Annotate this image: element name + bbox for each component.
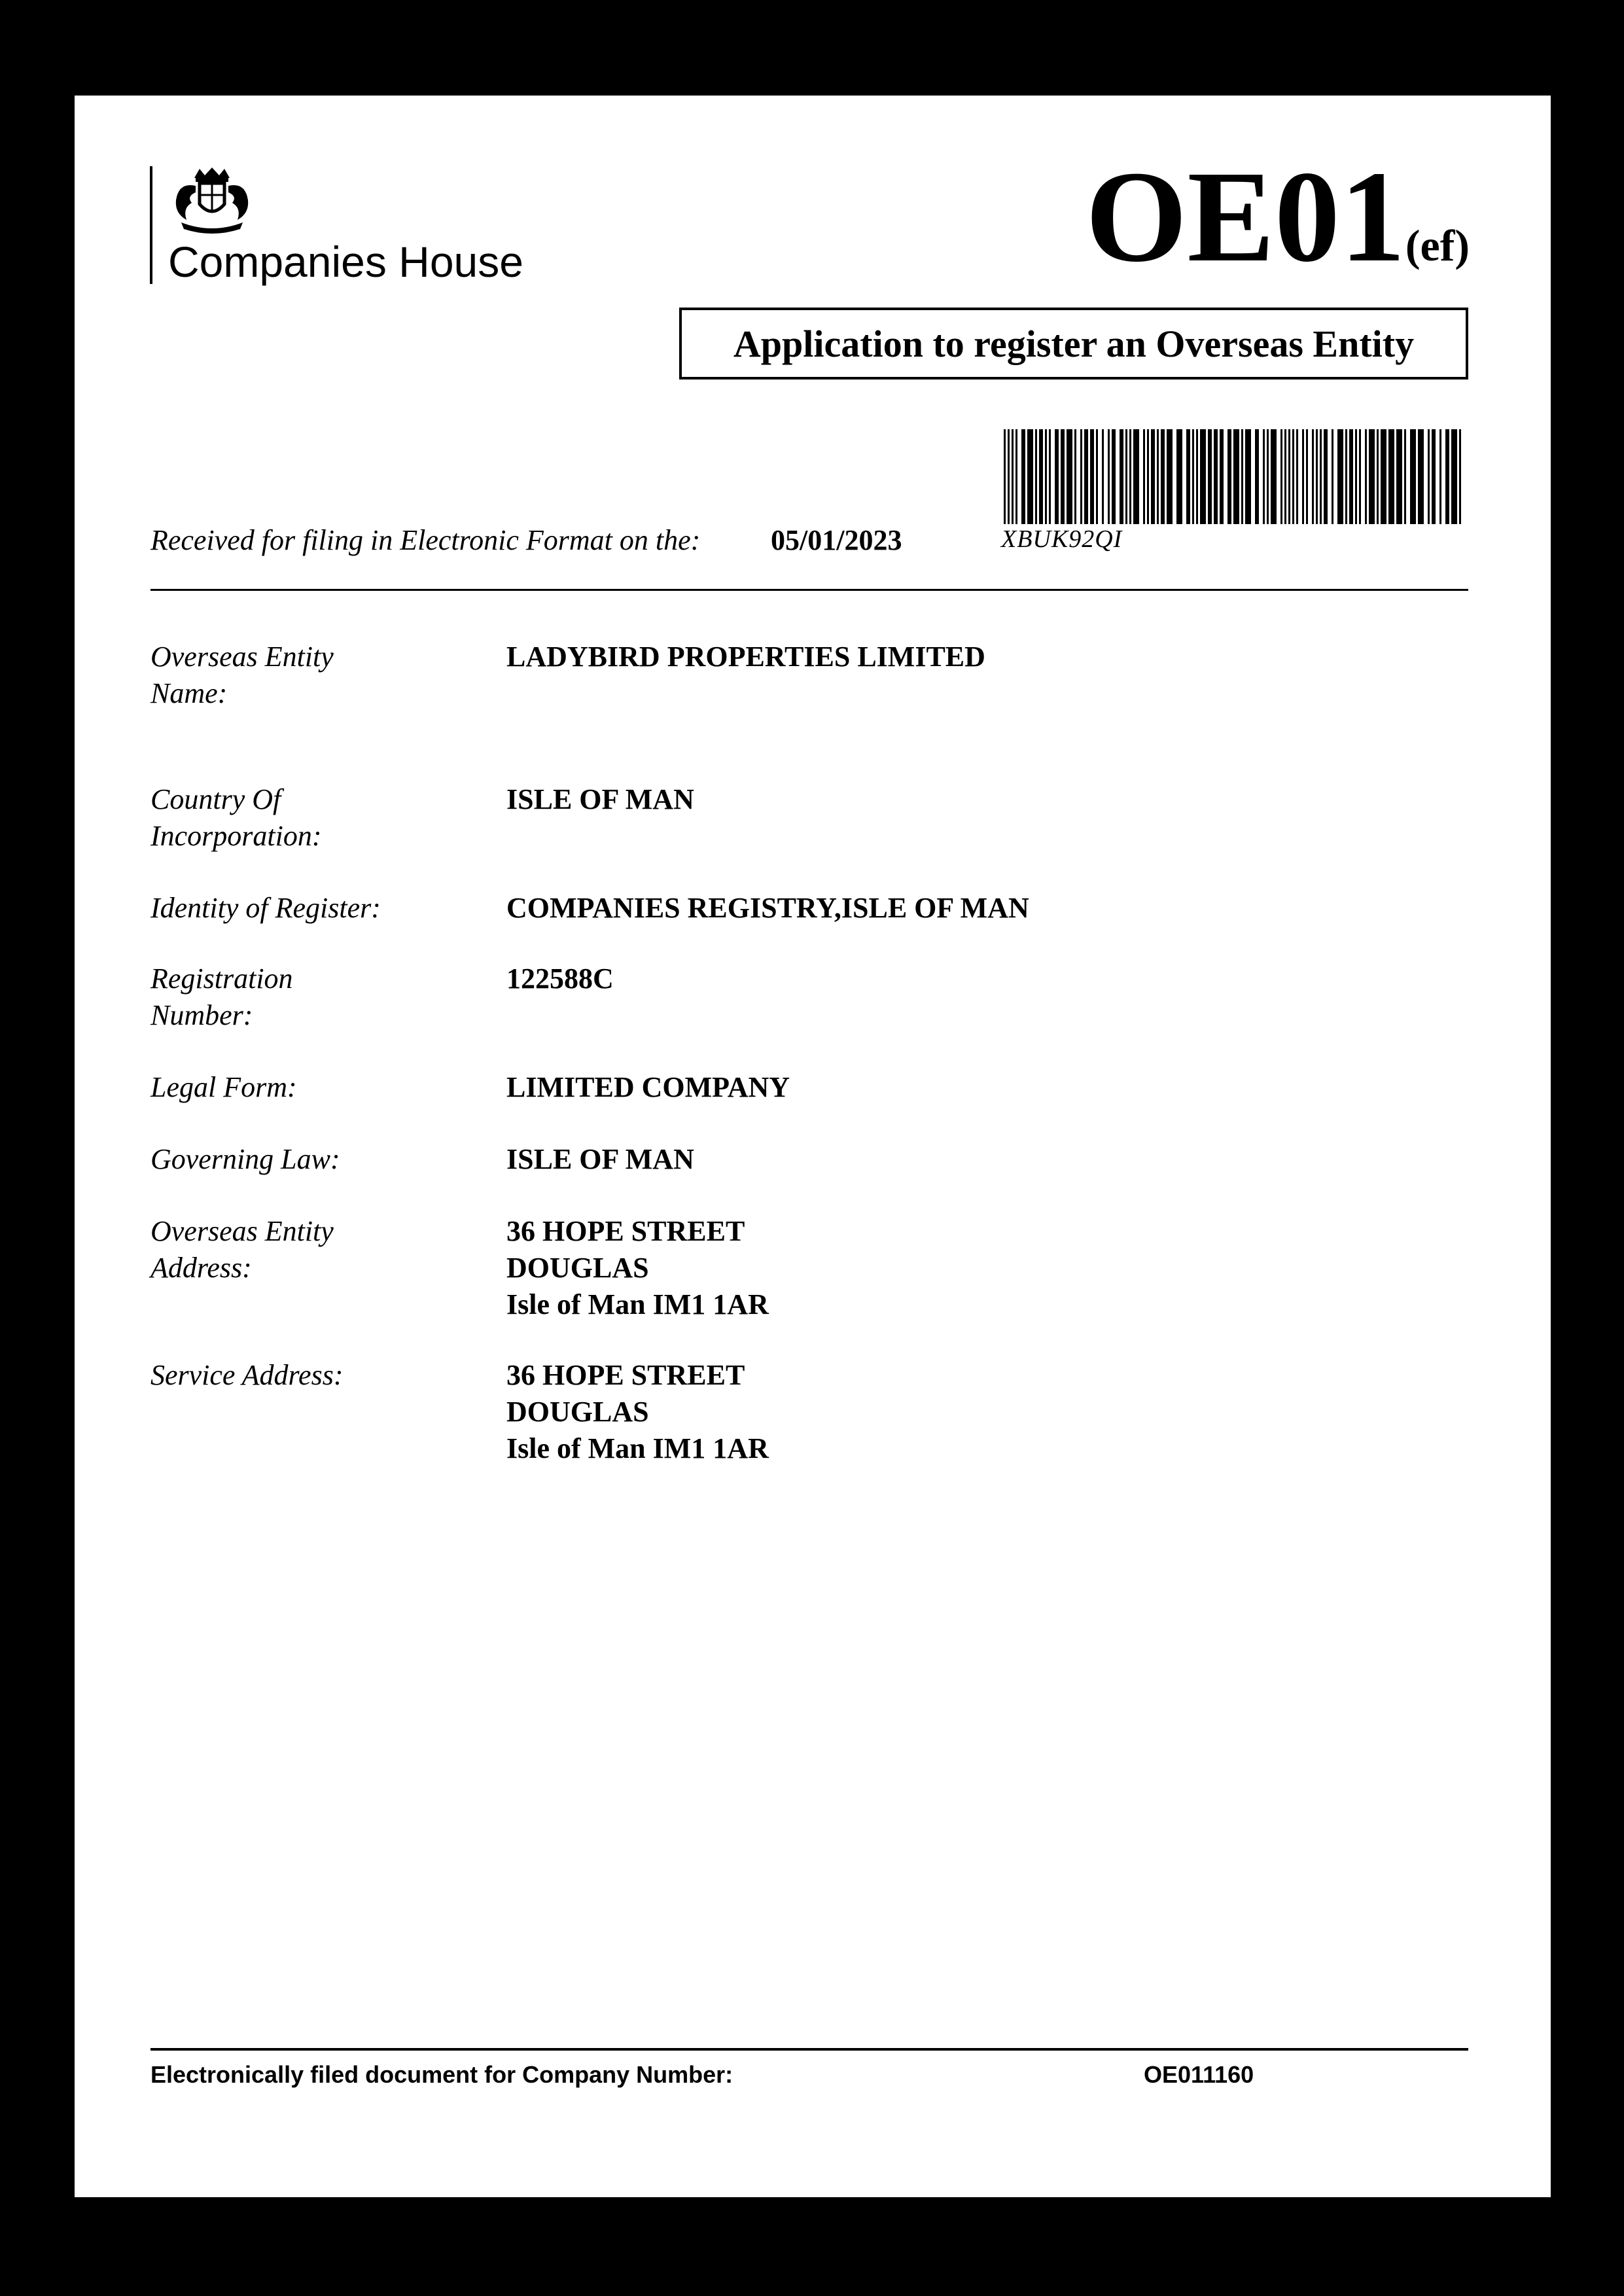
footer-divider (150, 2048, 1468, 2051)
field-value: 36 HOPE STREET DOUGLAS Isle of Man IM1 1AR (506, 1359, 769, 1464)
field-value: LADYBIRD PROPERTIES LIMITED (506, 641, 985, 673)
field-label: Registration Number: (150, 963, 293, 1031)
form-code (1085, 145, 1470, 289)
field-value: ISLE OF MAN (506, 783, 694, 815)
form-title: Application to register an Overseas Entity (679, 308, 1468, 380)
form-code-suffix: (ef) (1405, 221, 1470, 270)
barcode (1002, 429, 1466, 524)
field-label: Overseas Entity Name: (150, 641, 334, 709)
document-page (75, 96, 1551, 2197)
field-value: ISLE OF MAN (506, 1143, 694, 1175)
logo-rule (150, 166, 152, 284)
field-label: Overseas Entity Address: (150, 1215, 334, 1284)
received-date: 05/01/2023 (771, 524, 902, 556)
field-label: Legal Form: (150, 1071, 297, 1103)
footer-label: Electronically filed document for Company Number: (150, 2061, 733, 2088)
royal-crest-icon (169, 166, 255, 237)
header-divider (150, 589, 1468, 591)
field-value: COMPANIES REGISTRY,ISLE OF MAN (506, 892, 1029, 924)
field-label: Service Address: (150, 1359, 344, 1391)
received-label: Received for filing in Electronic Format on the: (150, 524, 701, 556)
field-label: Identity of Register: (150, 892, 381, 924)
company-number: OE011160 (1144, 2061, 1254, 2088)
barcode-text: XBUK92QI (1001, 525, 1123, 553)
brand-name: Companies House (168, 238, 523, 286)
field-label: Country Of Incorporation: (150, 783, 322, 852)
field-value: 122588C (506, 963, 614, 995)
form-code-main: OE01 (1085, 145, 1405, 289)
field-label: Governing Law: (150, 1143, 340, 1175)
field-value: LIMITED COMPANY (506, 1071, 790, 1103)
field-value: 36 HOPE STREET DOUGLAS Isle of Man IM1 1AR (506, 1215, 769, 1320)
